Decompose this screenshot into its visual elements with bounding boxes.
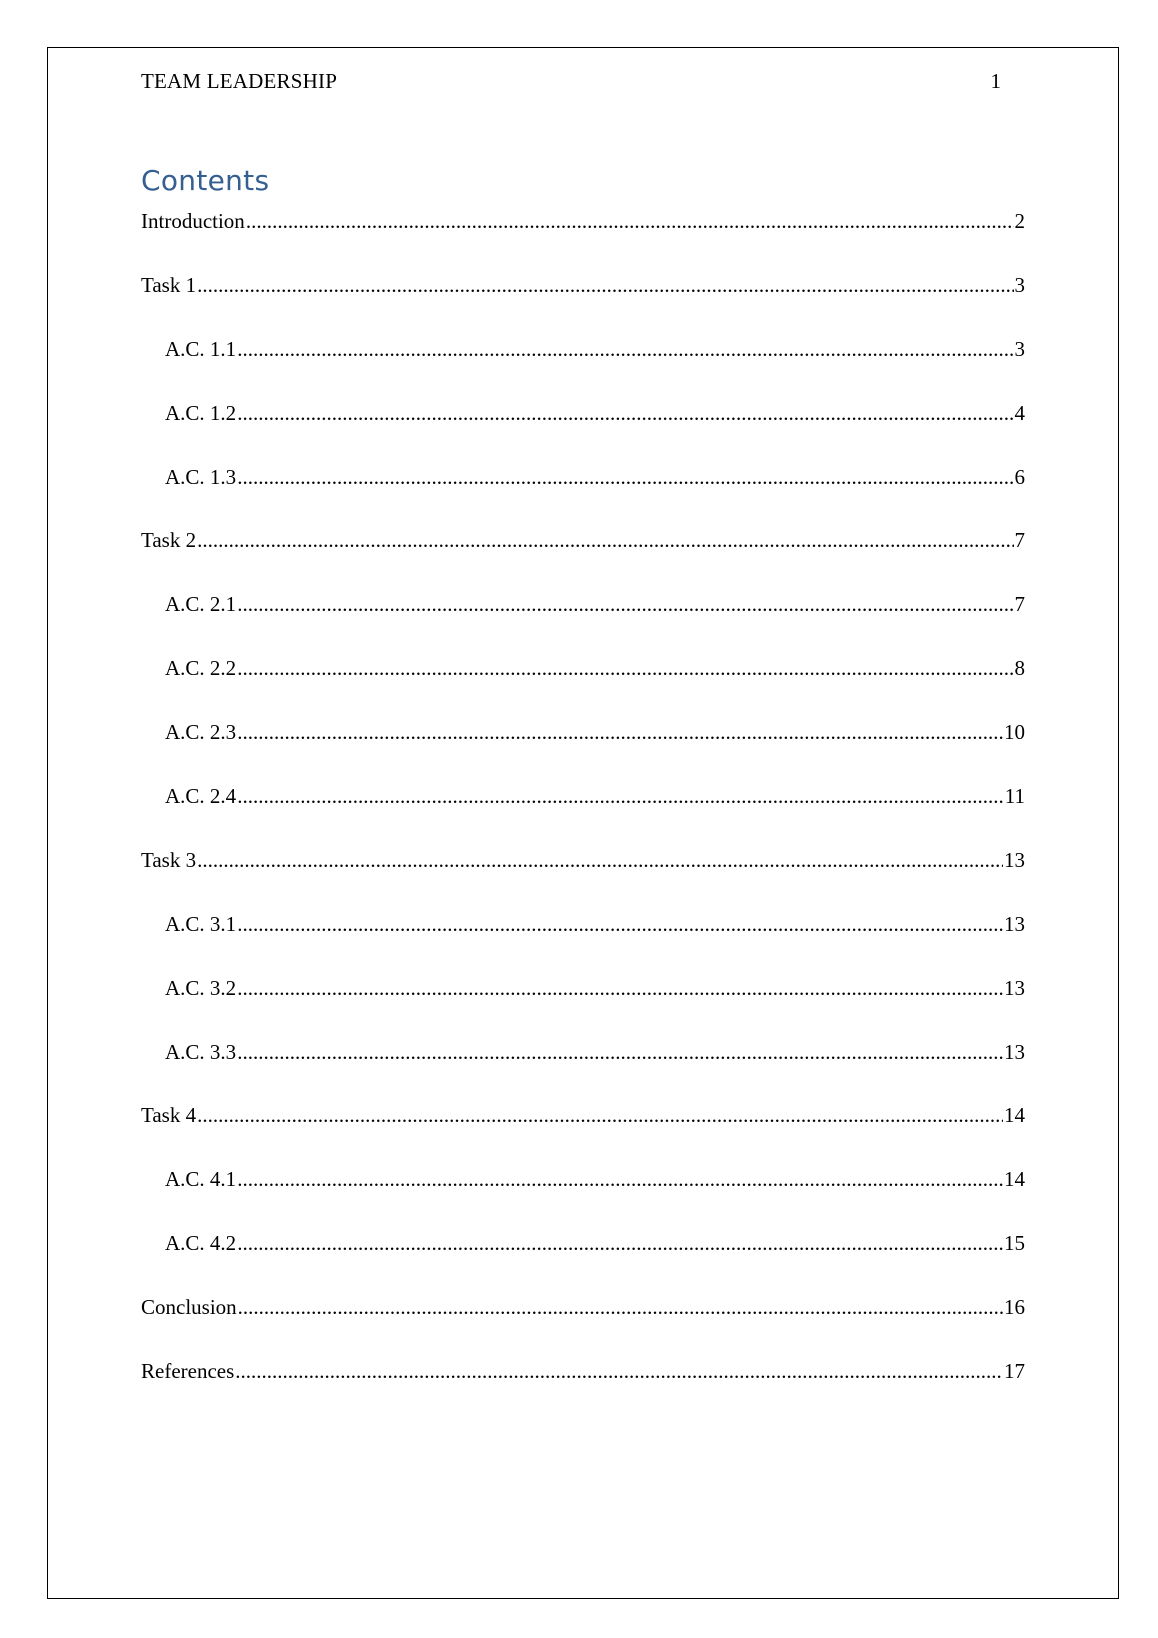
toc-entry-ac-1-2[interactable] [141, 398, 1025, 428]
toc-entry-label: A.C. 2.1 [165, 592, 237, 617]
toc-entry-ac-2-4[interactable] [141, 781, 1025, 811]
toc-entry-page: 7 [1014, 592, 1025, 617]
toc-heading: Contents [141, 164, 270, 197]
toc-dot-leader [235, 1356, 1003, 1386]
header-page-number: 1 [990, 69, 1001, 93]
toc-entry-ac-4-1[interactable] [141, 1164, 1025, 1194]
toc-entry-page: 2 [1014, 209, 1025, 233]
toc-dot-leader [237, 717, 1003, 747]
toc-entry-page: 6 [1014, 464, 1025, 489]
toc-entry-label: A.C. 2.3 [165, 720, 237, 745]
toc-entry-label: Task 3 [141, 847, 197, 872]
toc-entry-label: Task 4 [141, 1103, 197, 1128]
toc-entry-label: Introduction [141, 209, 245, 233]
toc-entry-label: A.C. 1.3 [165, 464, 237, 489]
toc-dot-leader [197, 270, 1013, 300]
toc-entry-label: A.C. 1.2 [165, 400, 237, 425]
toc-entry-task-4[interactable] [141, 1100, 1025, 1130]
toc-entry-label: Task 2 [141, 528, 197, 553]
toc-dot-leader [237, 653, 1013, 683]
toc-entry-task-2[interactable] [141, 525, 1025, 555]
toc-dot-leader [197, 845, 1003, 875]
toc-entry-ac-2-3[interactable] [141, 717, 1025, 747]
toc-dot-leader [197, 525, 1013, 555]
toc-dot-leader [237, 589, 1013, 619]
toc-entry-label: A.C. 2.2 [165, 656, 237, 681]
toc-entry-ac-4-2[interactable] [141, 1228, 1025, 1258]
toc-entry-label: A.C. 3.3 [165, 1039, 237, 1064]
toc-entry-ac-3-3[interactable] [141, 1037, 1025, 1067]
toc-entry-ac-1-1[interactable] [141, 334, 1025, 364]
toc-entry-page: 13 [1004, 975, 1025, 1000]
toc-dot-leader [238, 1292, 1003, 1322]
toc-entry-label: A.C. 3.2 [165, 975, 237, 1000]
toc-entry-task-3[interactable] [141, 845, 1025, 875]
toc-entry-page: 13 [1004, 847, 1025, 872]
toc-entry-page: 13 [1004, 1039, 1025, 1064]
toc-entry-label: A.C. 3.1 [165, 911, 237, 936]
toc-entry-label: Task 1 [141, 272, 197, 297]
page-header [141, 69, 1001, 99]
toc-entry-task-1[interactable] [141, 270, 1025, 300]
header-title: TEAM LEADERSHIP [141, 69, 338, 93]
toc-entry-page: 11 [1004, 784, 1025, 809]
toc-dot-leader [237, 1037, 1003, 1067]
toc-entry-page: 14 [1004, 1103, 1025, 1128]
toc-entry-introduction[interactable] [141, 206, 1025, 236]
toc-entry-page: 14 [1004, 1167, 1025, 1192]
toc-entry-ac-2-2[interactable] [141, 653, 1025, 683]
toc-dot-leader [237, 781, 1004, 811]
toc-entry-label: A.C. 4.1 [165, 1167, 237, 1192]
toc-entry-ac-3-2[interactable] [141, 973, 1025, 1003]
toc-entry-page: 16 [1004, 1295, 1025, 1320]
table-of-contents [141, 206, 1025, 1420]
toc-entry-page: 15 [1004, 1231, 1025, 1256]
toc-entry-references[interactable] [141, 1356, 1025, 1386]
toc-entry-label: A.C. 4.2 [165, 1231, 237, 1256]
toc-dot-leader [237, 973, 1003, 1003]
toc-entry-ac-2-1[interactable] [141, 589, 1025, 619]
toc-entry-label: References [141, 1359, 235, 1384]
toc-dot-leader [246, 206, 1014, 236]
toc-dot-leader [237, 909, 1003, 939]
toc-entry-page: 8 [1014, 656, 1025, 681]
toc-entry-label: Conclusion [141, 1295, 237, 1320]
toc-dot-leader [237, 462, 1013, 492]
toc-entry-conclusion[interactable] [141, 1292, 1025, 1322]
toc-entry-label: A.C. 1.1 [165, 336, 237, 361]
toc-entry-page: 17 [1004, 1359, 1025, 1384]
toc-entry-ac-3-1[interactable] [141, 909, 1025, 939]
toc-entry-label: A.C. 2.4 [165, 784, 237, 809]
toc-dot-leader [237, 334, 1013, 364]
toc-dot-leader [197, 1100, 1003, 1130]
toc-entry-page: 4 [1014, 400, 1025, 425]
toc-entry-page: 3 [1014, 336, 1025, 361]
toc-entry-page: 3 [1014, 272, 1025, 297]
toc-entry-page: 13 [1004, 911, 1025, 936]
toc-dot-leader [237, 1164, 1003, 1194]
toc-dot-leader [237, 398, 1013, 428]
toc-entry-page: 10 [1004, 720, 1025, 745]
toc-dot-leader [237, 1228, 1003, 1258]
toc-entry-page: 7 [1014, 528, 1025, 553]
toc-entry-ac-1-3[interactable] [141, 462, 1025, 492]
